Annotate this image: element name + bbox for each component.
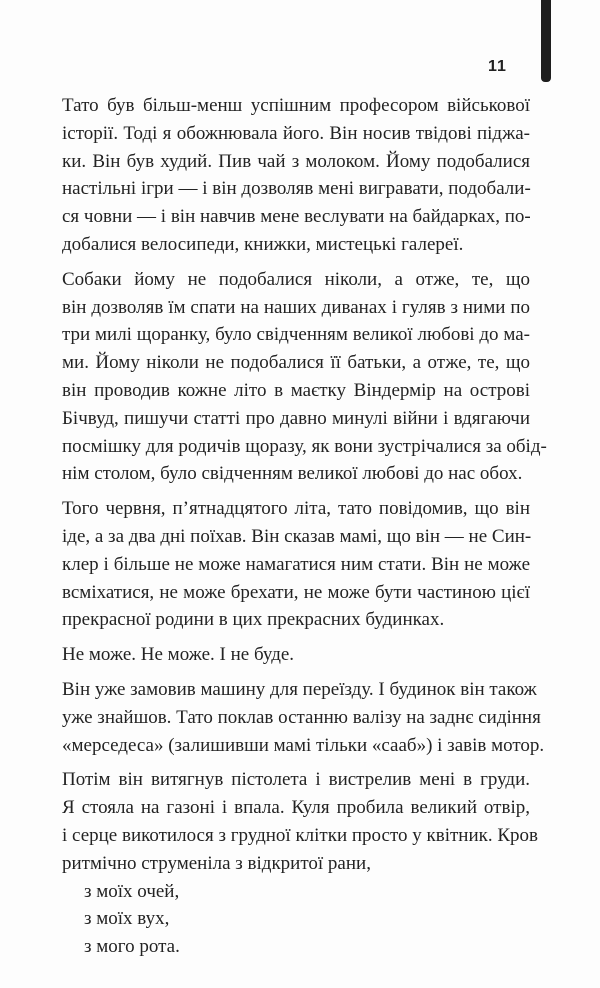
text-line: і серце викотилося з грудної клітки просто у квітник. Кров: [62, 824, 539, 846]
text-line: він проводив кожне літо в маєтку Віндермір на острові: [62, 379, 530, 401]
text-line: Потім він витягнув пістолета і вистрелив мені в груди.: [62, 769, 530, 791]
text-line: ми. Йому ніколи не подобалися її батьки, а отже, те, що: [62, 352, 530, 374]
text-line: Не може. Не може. І не буде.: [62, 644, 295, 666]
text-line: Тато був більш-менш успішним професором військової: [62, 95, 530, 116]
page-number: 11: [488, 58, 507, 75]
text-line: три милі щоранку, було свідченням великої любові до ма-: [62, 324, 530, 346]
page-edge-mark: [541, 0, 551, 82]
text-line: іде, а за два дні поїхав. Він сказав мамі, що він — не Син-: [62, 525, 532, 547]
text-line: Він уже замовив машину для переїзду. І будинок він також: [62, 678, 537, 700]
text-line: Я стояла на газоні і впала. Куля пробила великий отвір,: [62, 797, 530, 819]
text-line: «мерседеса» (залишивши мамі тільки «сааб») і завів мотор.: [62, 734, 545, 756]
paragraph-6: [62, 766, 539, 877]
text-line: настільні ігри — і він дозволяв мені вигравати, подобали-: [62, 178, 531, 200]
text-line: нім столом, було свідченням великої любові до нас обох.: [62, 463, 523, 485]
text-line: всміхатися, не може брехати, не може бути частиною цієї: [62, 581, 530, 603]
text-line: Собаки йому не подобалися ніколи, а отже, те, що: [62, 268, 530, 290]
paragraph-1: [62, 92, 530, 259]
text-line: ритмічно струменіла з відкритої рани,: [62, 852, 371, 874]
text-line: ся човни — і він навчив мене веслувати на байдарках, по-: [62, 206, 531, 228]
text-line: уже знайшов. Тато поклав останню валізу на заднє сидіння: [62, 706, 541, 728]
text-line: добалися велосипеди, книжки, мистецькі галереї.: [62, 233, 464, 255]
paragraph-4: [62, 641, 530, 669]
poem-line: з моїх очей,: [84, 880, 180, 902]
text-line: Бічвуд, пишучи статті про давно минулі війни і вдягаючи: [62, 407, 530, 429]
paragraph-5: [62, 676, 545, 759]
poem-lines: [62, 878, 530, 961]
text-line: ки. Він був худий. Пив чай з молоком. Йому подобалися: [62, 150, 530, 172]
text-line: Того червня, п’ятнадцятого літа, тато повідомив, що він: [62, 498, 530, 520]
poem-line: з моїх вух,: [84, 908, 170, 930]
paragraph-2: [62, 266, 547, 488]
text-line: історії. Тоді я обожнювала його. Він носив твідові піджа-: [62, 122, 530, 144]
text-line: прекрасної родини в цих прекрасних будинках.: [62, 609, 445, 631]
paragraph-3: [62, 495, 530, 634]
text-line: посмішку для родичів щоразу, як вони зустрічалися за обід-: [62, 435, 547, 457]
poem-line: з мого рота.: [84, 936, 180, 958]
text-line: клер і більше не може намагатися ним стати. Він не може: [62, 553, 530, 575]
body-text: [62, 92, 547, 961]
text-line: він дозволяв їм спати на наших диванах і гуляв з ними по: [62, 296, 530, 318]
